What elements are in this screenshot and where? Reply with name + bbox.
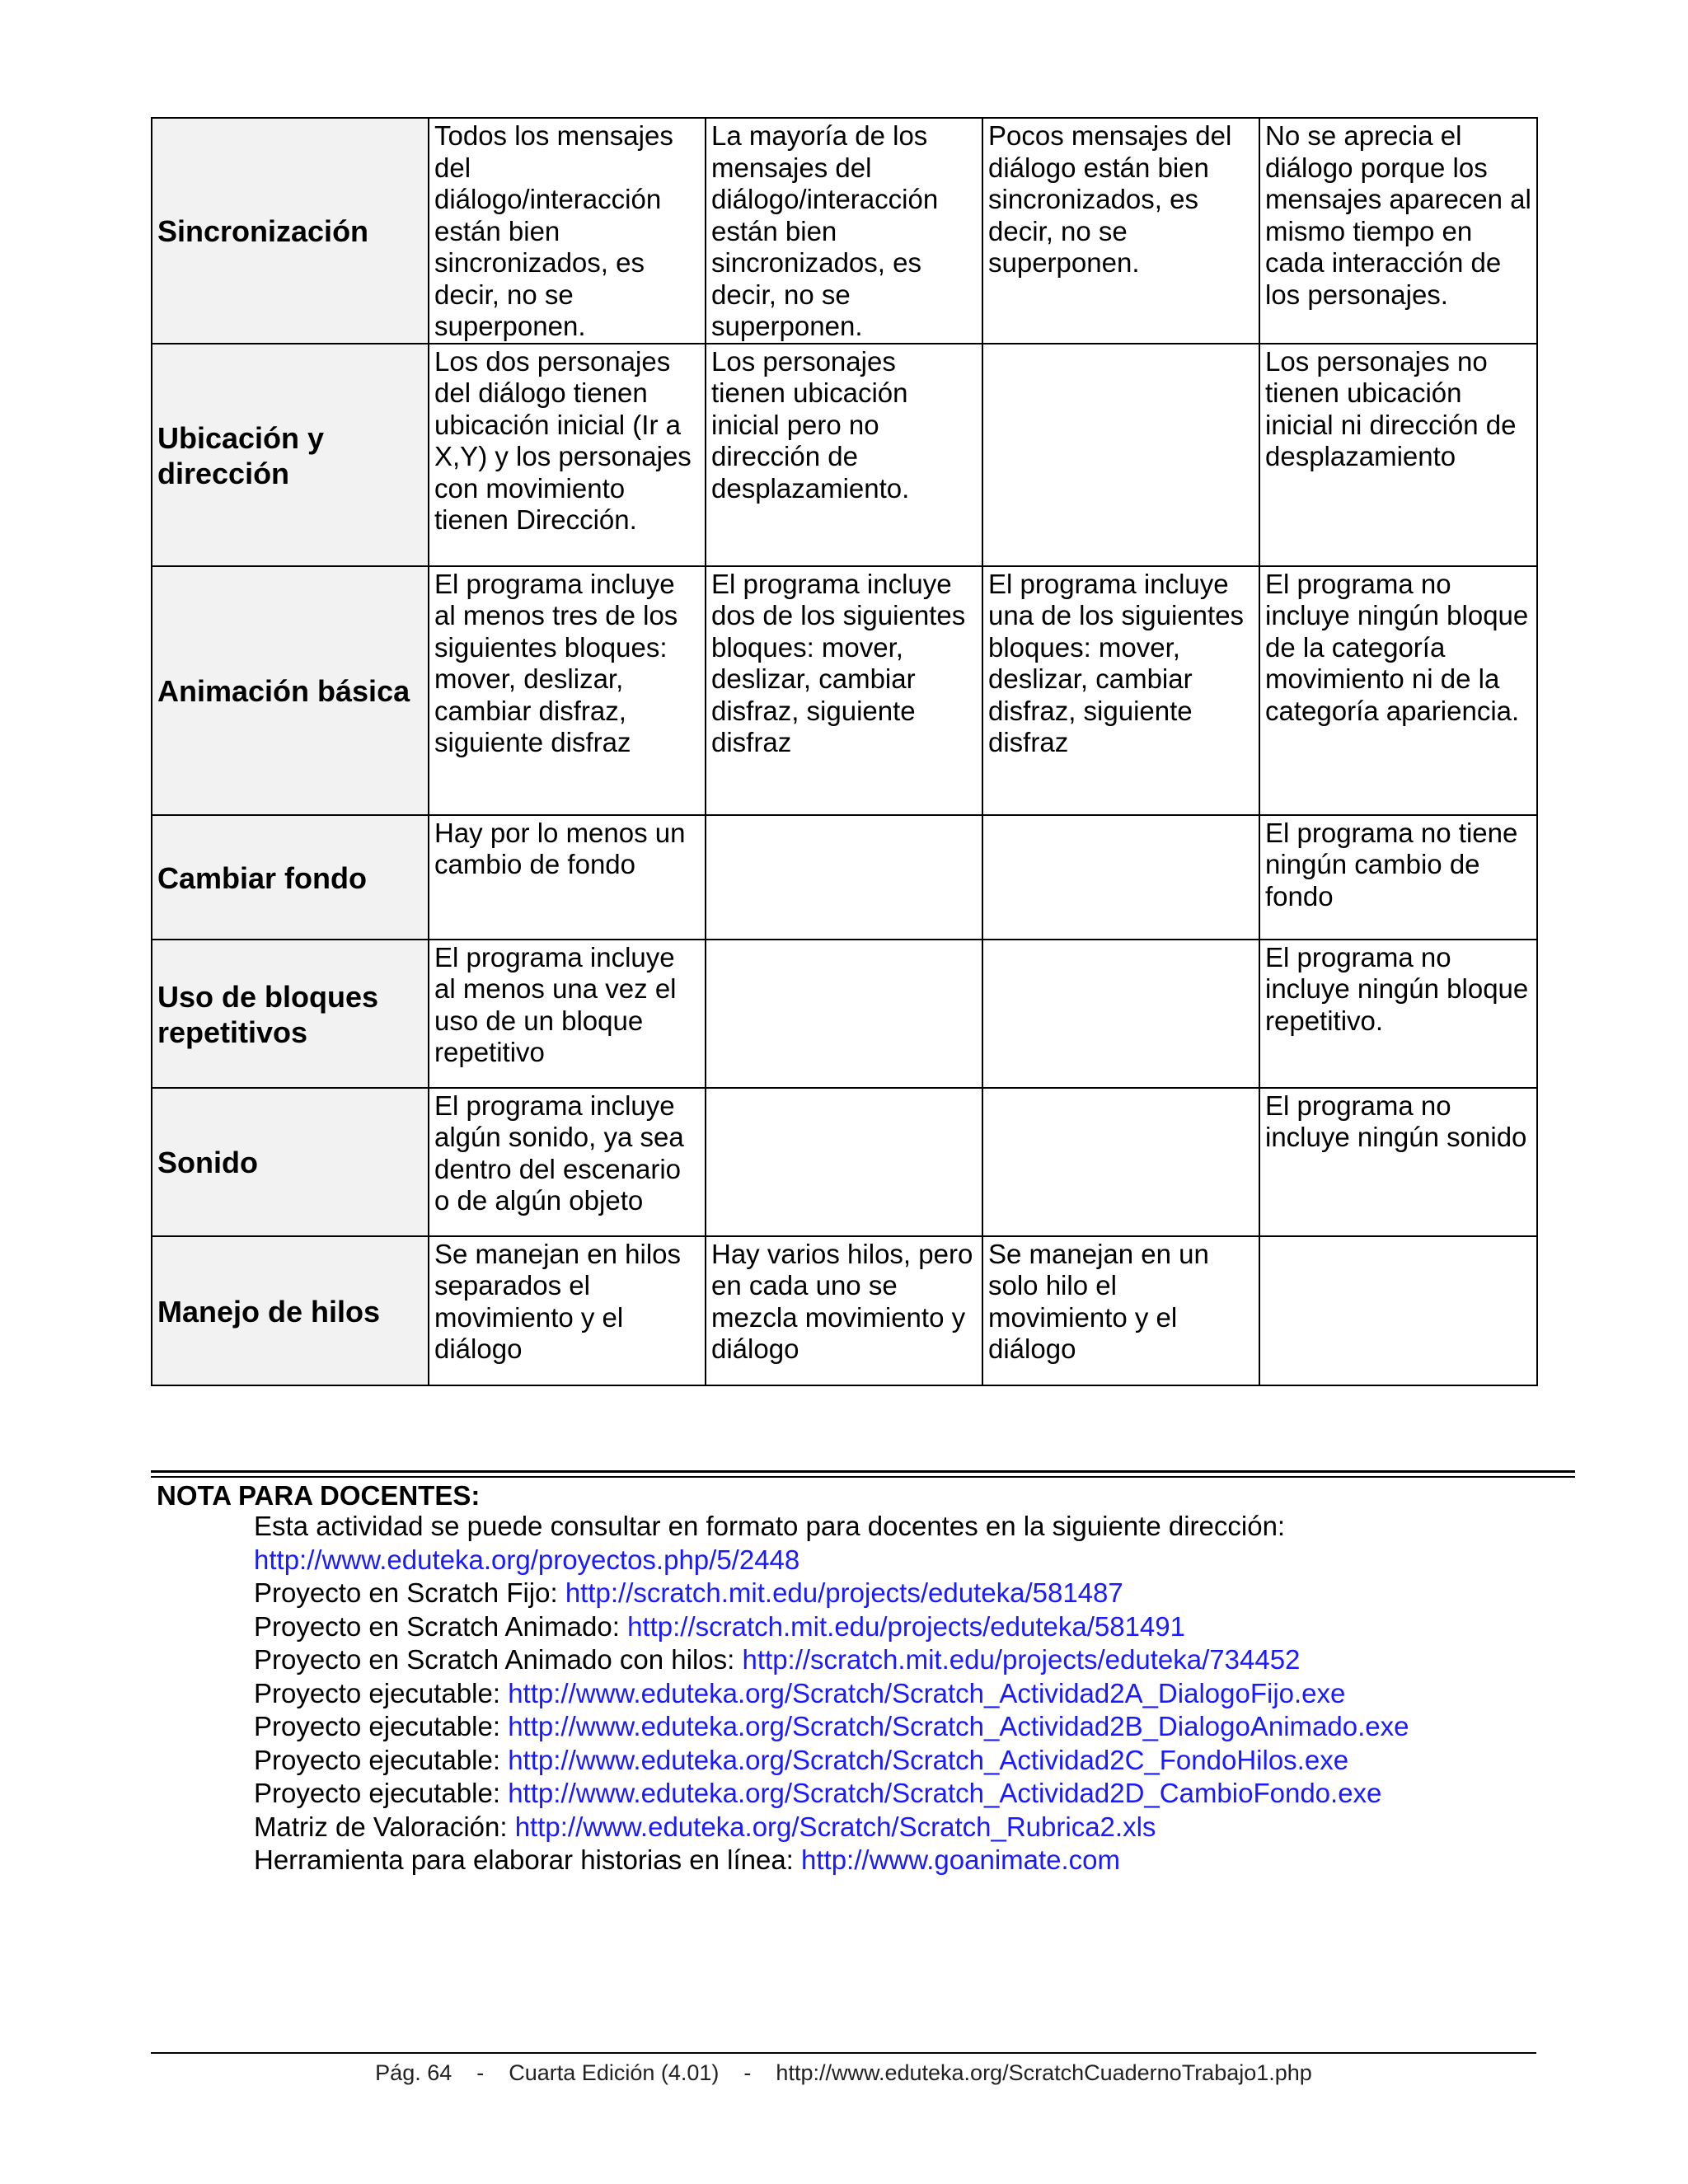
note-link-line <box>254 1610 1409 1644</box>
table-row <box>152 940 1537 1088</box>
resource-link[interactable]: http://www.goanimate.com <box>801 1844 1121 1875</box>
note-heading: NOTA PARA DOCENTES: <box>157 1480 481 1511</box>
intro-link[interactable]: http://www.eduteka.org/proyectos.php/5/2448 <box>254 1544 800 1575</box>
level-cell: El programa no incluye ningún bloque de la categoría movimiento ni de la categoría apariencia. <box>1259 566 1537 815</box>
note-link-line <box>254 1643 1409 1677</box>
level-cell: El programa incluye dos de los siguientes bloques: mover, deslizar, cambiar disfraz, siguiente disfraz <box>706 566 982 815</box>
table-row <box>152 815 1537 940</box>
level-cell <box>1259 1236 1537 1385</box>
page-footer: Pág. 64 - Cuarta Edición (4.01) - http://www.eduteka.org/ScratchCuadernoTrabajo1.php <box>375 2060 1312 2085</box>
section-divider <box>151 1470 1575 1473</box>
level-cell <box>982 344 1259 566</box>
footer-url: http://www.eduteka.org/ScratchCuadernoTrabajo1.php <box>776 2060 1312 2085</box>
level-cell <box>982 940 1259 1088</box>
link-label: Herramienta para elaborar historias en línea: <box>254 1844 802 1875</box>
level-cell: La mayoría de los mensajes del diálogo/interacción están bien sincronizados, es decir, no se superponen. <box>706 118 982 344</box>
level-cell <box>706 1088 982 1236</box>
note-link-line <box>254 1811 1409 1844</box>
level-cell: Los dos personajes del diálogo tienen ubicación inicial (Ir a X,Y) y los personajes con movimiento tienen Dirección. <box>429 344 706 566</box>
criterion-cell: Sonido <box>152 1088 429 1236</box>
level-cell <box>706 940 982 1088</box>
link-label: Matriz de Valoración: <box>254 1811 515 1842</box>
table-row <box>152 344 1537 566</box>
level-cell: Se manejan en hilos separados el movimiento y el diálogo <box>429 1236 706 1385</box>
link-label: Proyecto ejecutable: <box>254 1744 509 1775</box>
resource-link[interactable]: http://www.eduteka.org/Scratch/Scratch_Actividad2B_DialogoAnimado.exe <box>508 1711 1409 1741</box>
note-link-line <box>254 1577 1409 1610</box>
note-link-line <box>254 1677 1409 1711</box>
level-cell <box>982 815 1259 940</box>
level-cell: Los personajes no tienen ubicación inicial ni dirección de desplazamiento <box>1259 344 1537 566</box>
table-row <box>152 1236 1537 1385</box>
level-cell: El programa incluye al menos una vez el uso de un bloque repetitivo <box>429 940 706 1088</box>
rubric-table <box>151 117 1538 1386</box>
criterion-cell: Sincronización <box>152 118 429 344</box>
criterion-cell: Animación básica <box>152 566 429 815</box>
footer-divider <box>151 2052 1536 2054</box>
level-cell: El programa incluye al menos tres de los siguientes bloques: mover, deslizar, cambiar disfraz, siguiente disfraz <box>429 566 706 815</box>
criterion-cell: Manejo de hilos <box>152 1236 429 1385</box>
level-cell: Pocos mensajes del diálogo están bien sincronizados, es decir, no se superponen. <box>982 118 1259 344</box>
level-cell: El programa no incluye ningún sonido <box>1259 1088 1537 1236</box>
level-cell: Todos los mensajes del diálogo/interacción están bien sincronizados, es decir, no se superponen. <box>429 118 706 344</box>
resource-link[interactable]: http://www.eduteka.org/Scratch/Scratch_Actividad2D_CambioFondo.exe <box>508 1778 1382 1808</box>
resource-link[interactable]: http://www.eduteka.org/Scratch/Scratch_Actividad2A_DialogoFijo.exe <box>508 1677 1346 1708</box>
level-cell: Hay varios hilos, pero en cada uno se mezcla movimiento y diálogo <box>706 1236 982 1385</box>
resource-link[interactable]: http://www.eduteka.org/Scratch/Scratch_Actividad2C_FondoHilos.exe <box>508 1744 1349 1775</box>
criterion-cell: Ubicación y dirección <box>152 344 429 566</box>
level-cell: El programa incluye algún sonido, ya sea dentro del escenario o de algún objeto <box>429 1088 706 1236</box>
note-intro: Esta actividad se puede consultar en formato para docentes en la siguiente dirección: <box>254 1511 1286 1541</box>
criterion-cell: Cambiar fondo <box>152 815 429 940</box>
note-link-line <box>254 1744 1409 1778</box>
note-body <box>254 1510 1409 1877</box>
table-row <box>152 566 1537 815</box>
level-cell: El programa no incluye ningún bloque repetitivo. <box>1259 940 1537 1088</box>
link-label: Proyecto en Scratch Animado con hilos: <box>254 1644 743 1675</box>
link-label: Proyecto ejecutable: <box>254 1778 509 1808</box>
table-row <box>152 1088 1537 1236</box>
criterion-cell: Uso de bloques repetitivos <box>152 940 429 1088</box>
note-link-line <box>254 1777 1409 1811</box>
level-cell: No se aprecia el diálogo porque los mensajes aparecen al mismo tiempo en cada interacción de los personajes. <box>1259 118 1537 344</box>
resource-link[interactable]: http://scratch.mit.edu/projects/eduteka/581491 <box>627 1610 1185 1642</box>
edition: Cuarta Edición (4.01) <box>509 2060 720 2085</box>
level-cell: El programa no tiene ningún cambio de fondo <box>1259 815 1537 940</box>
resource-link[interactable]: http://scratch.mit.edu/projects/eduteka/734452 <box>742 1644 1301 1675</box>
level-cell: Se manejan en un solo hilo el movimiento y el diálogo <box>982 1236 1259 1385</box>
level-cell: El programa incluye una de los siguientes bloques: mover, deslizar, cambiar disfraz, siguiente disfraz <box>982 566 1259 815</box>
link-label: Proyecto ejecutable: <box>254 1677 509 1708</box>
resource-link[interactable]: http://www.eduteka.org/Scratch/Scratch_Rubrica2.xls <box>514 1811 1156 1842</box>
level-cell <box>706 815 982 940</box>
table-row <box>152 118 1537 344</box>
section-divider <box>151 1476 1575 1478</box>
link-label: Proyecto en Scratch Fijo: <box>254 1577 565 1608</box>
level-cell <box>982 1088 1259 1236</box>
link-label: Proyecto ejecutable: <box>254 1711 509 1741</box>
level-cell: Los personajes tienen ubicación inicial pero no dirección de desplazamiento. <box>706 344 982 566</box>
note-link-line <box>254 1844 1409 1877</box>
note-link-line <box>254 1710 1409 1744</box>
level-cell: Hay por lo menos un cambio de fondo <box>429 815 706 940</box>
link-label: Proyecto en Scratch Animado: <box>254 1610 628 1642</box>
page-number: Pág. 64 <box>375 2060 452 2085</box>
resource-link[interactable]: http://scratch.mit.edu/projects/eduteka/581487 <box>565 1577 1123 1608</box>
